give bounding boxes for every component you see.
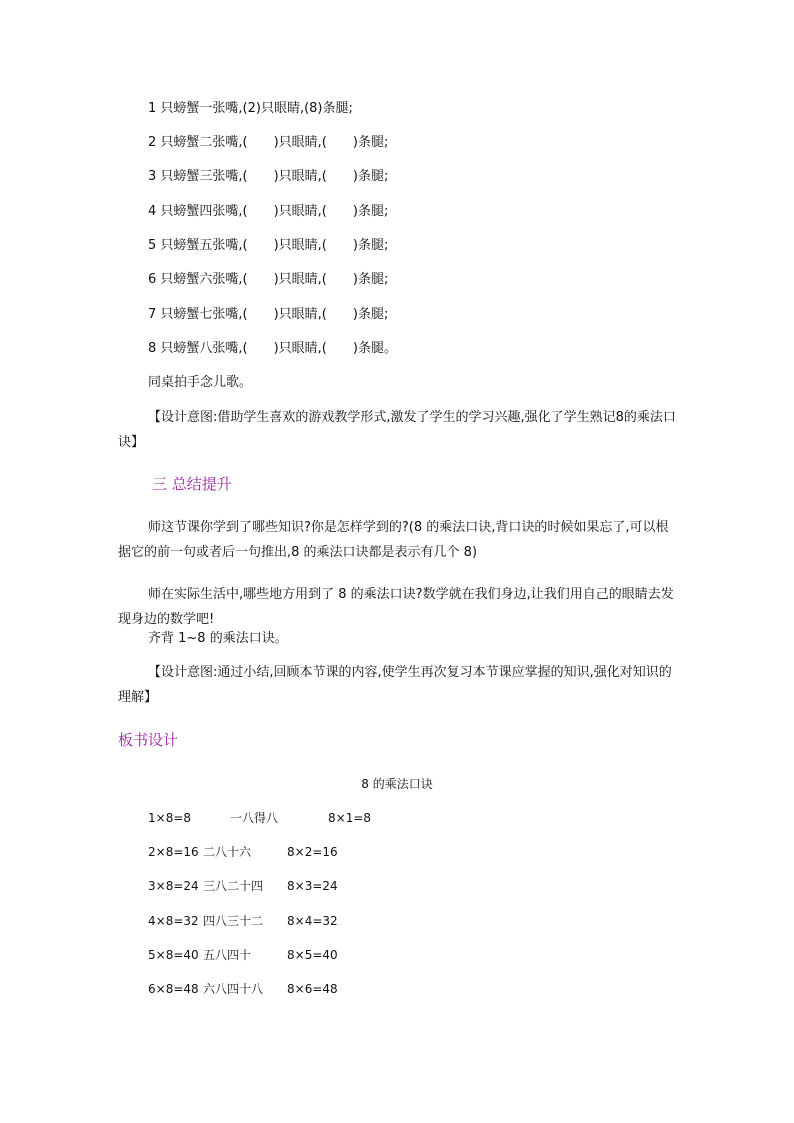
clap-line: 同桌拍手念儿歌。 (148, 375, 253, 390)
crab-line-8: 8 只螃蟹八张嘴,( )只眼睛,( )条腿。 (148, 341, 397, 356)
row-equation-reverse: 8×2=16 (287, 845, 338, 859)
row-rhyme: 一八得八 (230, 811, 279, 825)
row-rhyme: 二八十六 (203, 845, 252, 859)
crab-line-7: 7 只螃蟹七张嘴,( )只眼睛,( )条腿; (148, 307, 389, 322)
recite-line: 齐背 1~8 的乘法口诀。 (148, 631, 288, 646)
crab-line-1: 1 只螃蟹一张嘴,(2)只眼睛,(8)条腿; (148, 101, 353, 116)
row-equation: 4×8=32 (148, 914, 199, 928)
teacher-question-1: 师这节课你学到了哪些知识?你是怎样学到的?(8 的乘法口诀,背口诀的时候如果忘了,可以根据它的前一句或者后一句推出,8 的乘法口诀都是表示有几个 8) (118, 520, 669, 560)
crab-line-3: 3 只螃蟹三张嘴,( )只眼睛,( )条腿; (148, 169, 389, 184)
row-equation-reverse: 8×6=48 (287, 982, 338, 996)
row-equation-reverse: 8×4=32 (287, 914, 338, 928)
row-equation-reverse: 8×5=40 (287, 948, 338, 962)
board-design-title: 板书设计 (118, 731, 179, 749)
board-row (148, 946, 338, 964)
row-equation: 1×8=8 (148, 811, 192, 825)
board-row (148, 912, 338, 930)
crab-line-5: 5 只螃蟹五张嘴,( )只眼睛,( )条腿; (148, 238, 389, 253)
row-rhyme: 三八二十四 (203, 879, 264, 893)
board-row (148, 877, 338, 895)
crab-line-4: 4 只螃蟹四张嘴,( )只眼睛,( )条腿; (148, 204, 389, 219)
board-row (148, 843, 338, 861)
row-equation: 5×8=40 (148, 948, 199, 962)
teacher-question-2: 师在实际生活中,哪些地方用到了 8 的乘法口诀?数学就在我们身边,让我们用自己的眼睛去发现身边的数学吧! (118, 587, 674, 627)
row-rhyme: 六八四十八 (203, 982, 264, 996)
row-equation-reverse: 8×1=8 (328, 811, 372, 825)
design-intent-1: 【设计意图:借助学生喜欢的游戏教学形式,激发了学生的学习兴趣,强化了学生熟记8的乘法口诀】 (118, 410, 676, 450)
crab-line-2: 2 只螃蟹二张嘴,( )只眼睛,( )条腿; (148, 135, 389, 150)
row-equation: 6×8=48 (148, 982, 199, 996)
board-row (148, 809, 371, 827)
row-equation: 2×8=16 (148, 845, 199, 859)
row-equation: 3×8=24 (148, 879, 199, 893)
crab-line-6: 6 只螃蟹六张嘴,( )只眼睛,( )条腿; (148, 272, 389, 287)
design-intent-2: 【设计意图:通过小结,回顾本节课的内容,使学生再次复习本节课应掌握的知识,强化对知识的理解】 (118, 665, 672, 705)
row-equation-reverse: 8×3=24 (287, 879, 338, 893)
row-rhyme: 四八三十二 (203, 914, 264, 928)
board-subtitle: 8 的乘法口诀 (361, 777, 433, 791)
board-row (148, 980, 338, 998)
section-three-title: 三 总结提升 (152, 475, 232, 493)
row-rhyme: 五八四十 (203, 948, 252, 962)
